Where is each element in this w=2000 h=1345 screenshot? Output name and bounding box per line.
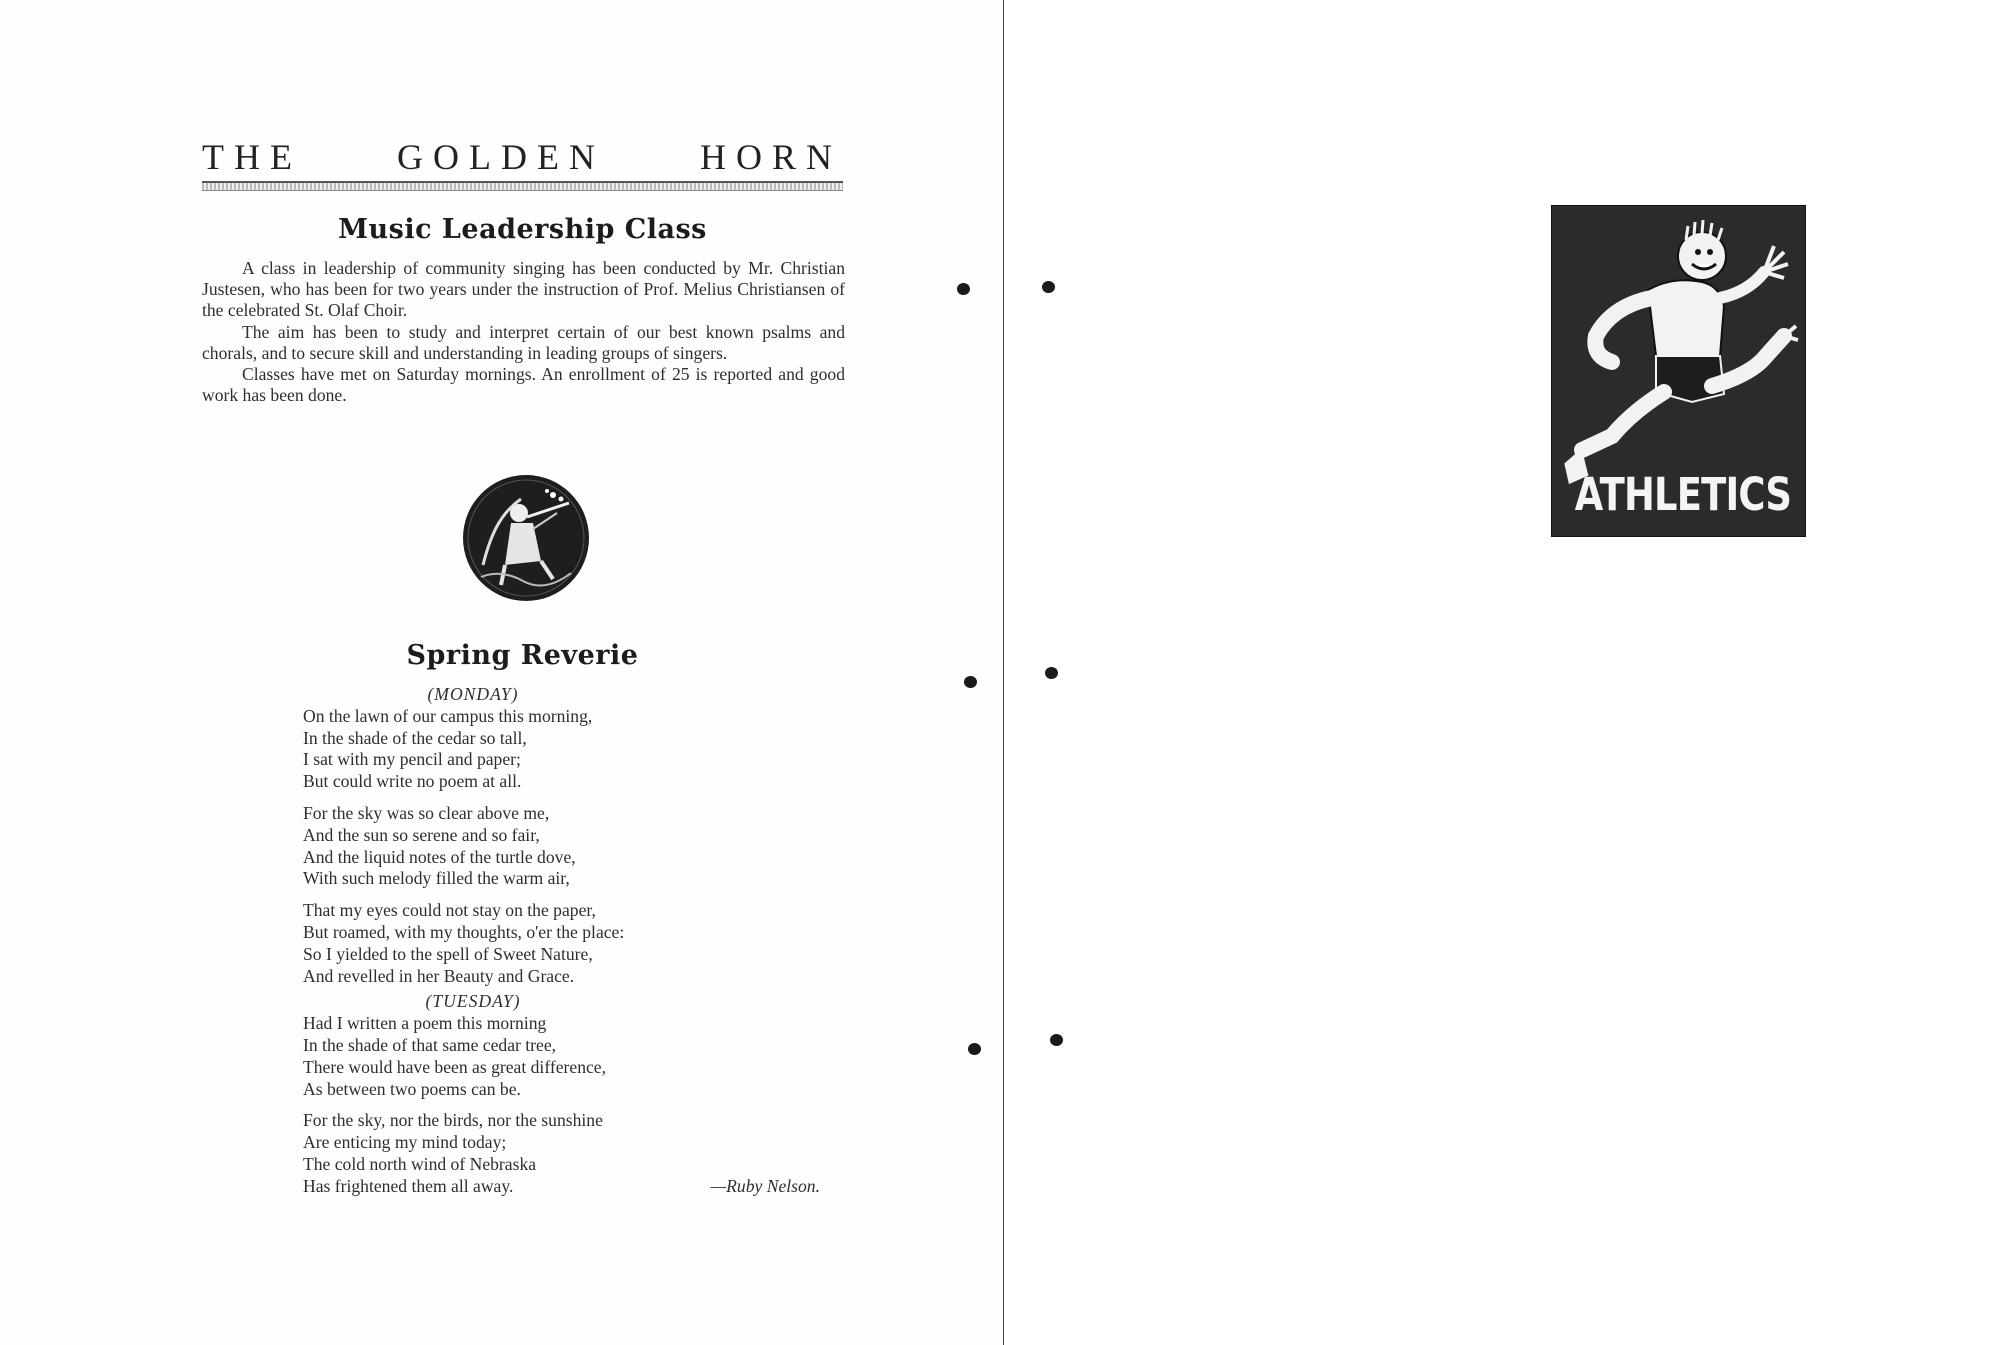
- poem-line: And the sun so serene and so fair,: [303, 824, 540, 845]
- poem-stanza: [303, 803, 843, 890]
- poem-line: I sat with my pencil and paper;: [303, 749, 521, 770]
- poem-line: On the lawn of our campus this morning,: [303, 705, 593, 726]
- poem-line: Had I written a poem this morning: [303, 1013, 547, 1034]
- music-paragraph: Classes have met on Saturday mornings. An enrollment of 25 is reported and good work has been done.: [202, 364, 845, 406]
- poem-final-line: [303, 1176, 820, 1198]
- poem-line: And revelled in her Beauty and Grace.: [303, 965, 575, 986]
- journal-title: [202, 136, 842, 178]
- music-article: [202, 258, 845, 406]
- poem-line: For the sky, nor the birds, nor the sunshine: [303, 1110, 603, 1131]
- poem-stanza: [303, 900, 843, 987]
- poem-line: With such melody filled the warm air,: [303, 868, 570, 889]
- poem-line: The cold north wind of Nebraska: [303, 1153, 537, 1174]
- athletics-label: ATHLETICS: [1574, 468, 1792, 521]
- piper-emblem-icon: [461, 473, 591, 603]
- poem-stanza: [303, 1013, 843, 1100]
- music-paragraph: The aim has been to study and interpret certain of our best known psalms and chorals, and to secure skill and understanding in leading groups of singers.: [202, 321, 845, 363]
- page-gutter-left: [1003, 0, 1004, 1345]
- poem-line: There would have been as great difference,: [303, 1056, 607, 1077]
- punch-hole: [957, 283, 970, 295]
- title-word-1: THE: [202, 137, 302, 177]
- title-word-2: GOLDEN: [396, 137, 605, 177]
- poem-line: As between two poems can be.: [303, 1078, 521, 1099]
- poem-line: That my eyes could not stay on the paper,: [303, 900, 596, 921]
- title-rule: [202, 181, 843, 191]
- poem-stanza: [303, 1110, 843, 1197]
- poem-day-label-monday: (MONDAY): [427, 684, 519, 704]
- athletics-plate: [1551, 205, 1806, 537]
- poem-line: In the shade of that same cedar tree,: [303, 1034, 557, 1055]
- music-paragraph: A class in leadership of community singing has been conducted by Mr. Christian Justesen, who has been for two years under the instruction of Prof. Melius Christiansen of the celebrated St. Olaf Choir.: [202, 258, 845, 321]
- poem-line: In the shade of the cedar so tall,: [303, 727, 527, 748]
- poem-line: So I yielded to the spell of Sweet Nature,: [303, 943, 593, 964]
- punch-hole: [964, 676, 977, 688]
- punch-hole: [1042, 281, 1055, 293]
- poem-author: —Ruby Nelson.: [710, 1175, 820, 1196]
- title-word-3: HORN: [699, 137, 842, 177]
- poem-line: For the sky was so clear above me,: [303, 802, 550, 823]
- poem-line: But could write no poem at all.: [303, 771, 522, 792]
- punch-hole: [1050, 1034, 1063, 1046]
- poem-line: And the liquid notes of the turtle dove,: [303, 846, 576, 867]
- right-page: [1010, 0, 2000, 1345]
- punch-hole: [968, 1043, 981, 1055]
- poem-stanza: [303, 706, 843, 793]
- poem-line: Are enticing my mind today;: [303, 1132, 507, 1153]
- poem-line: Has frightened them all away.: [303, 1175, 514, 1196]
- poem-day-label-tuesday: (TUESDAY): [425, 991, 521, 1012]
- poem-body: [303, 684, 843, 1208]
- music-heading: Music Leadership Class: [338, 214, 707, 245]
- punch-hole: [1045, 667, 1058, 679]
- poem-line: But roamed, with my thoughts, o'er the place:: [303, 921, 625, 942]
- poem-heading: Spring Reverie: [406, 640, 639, 671]
